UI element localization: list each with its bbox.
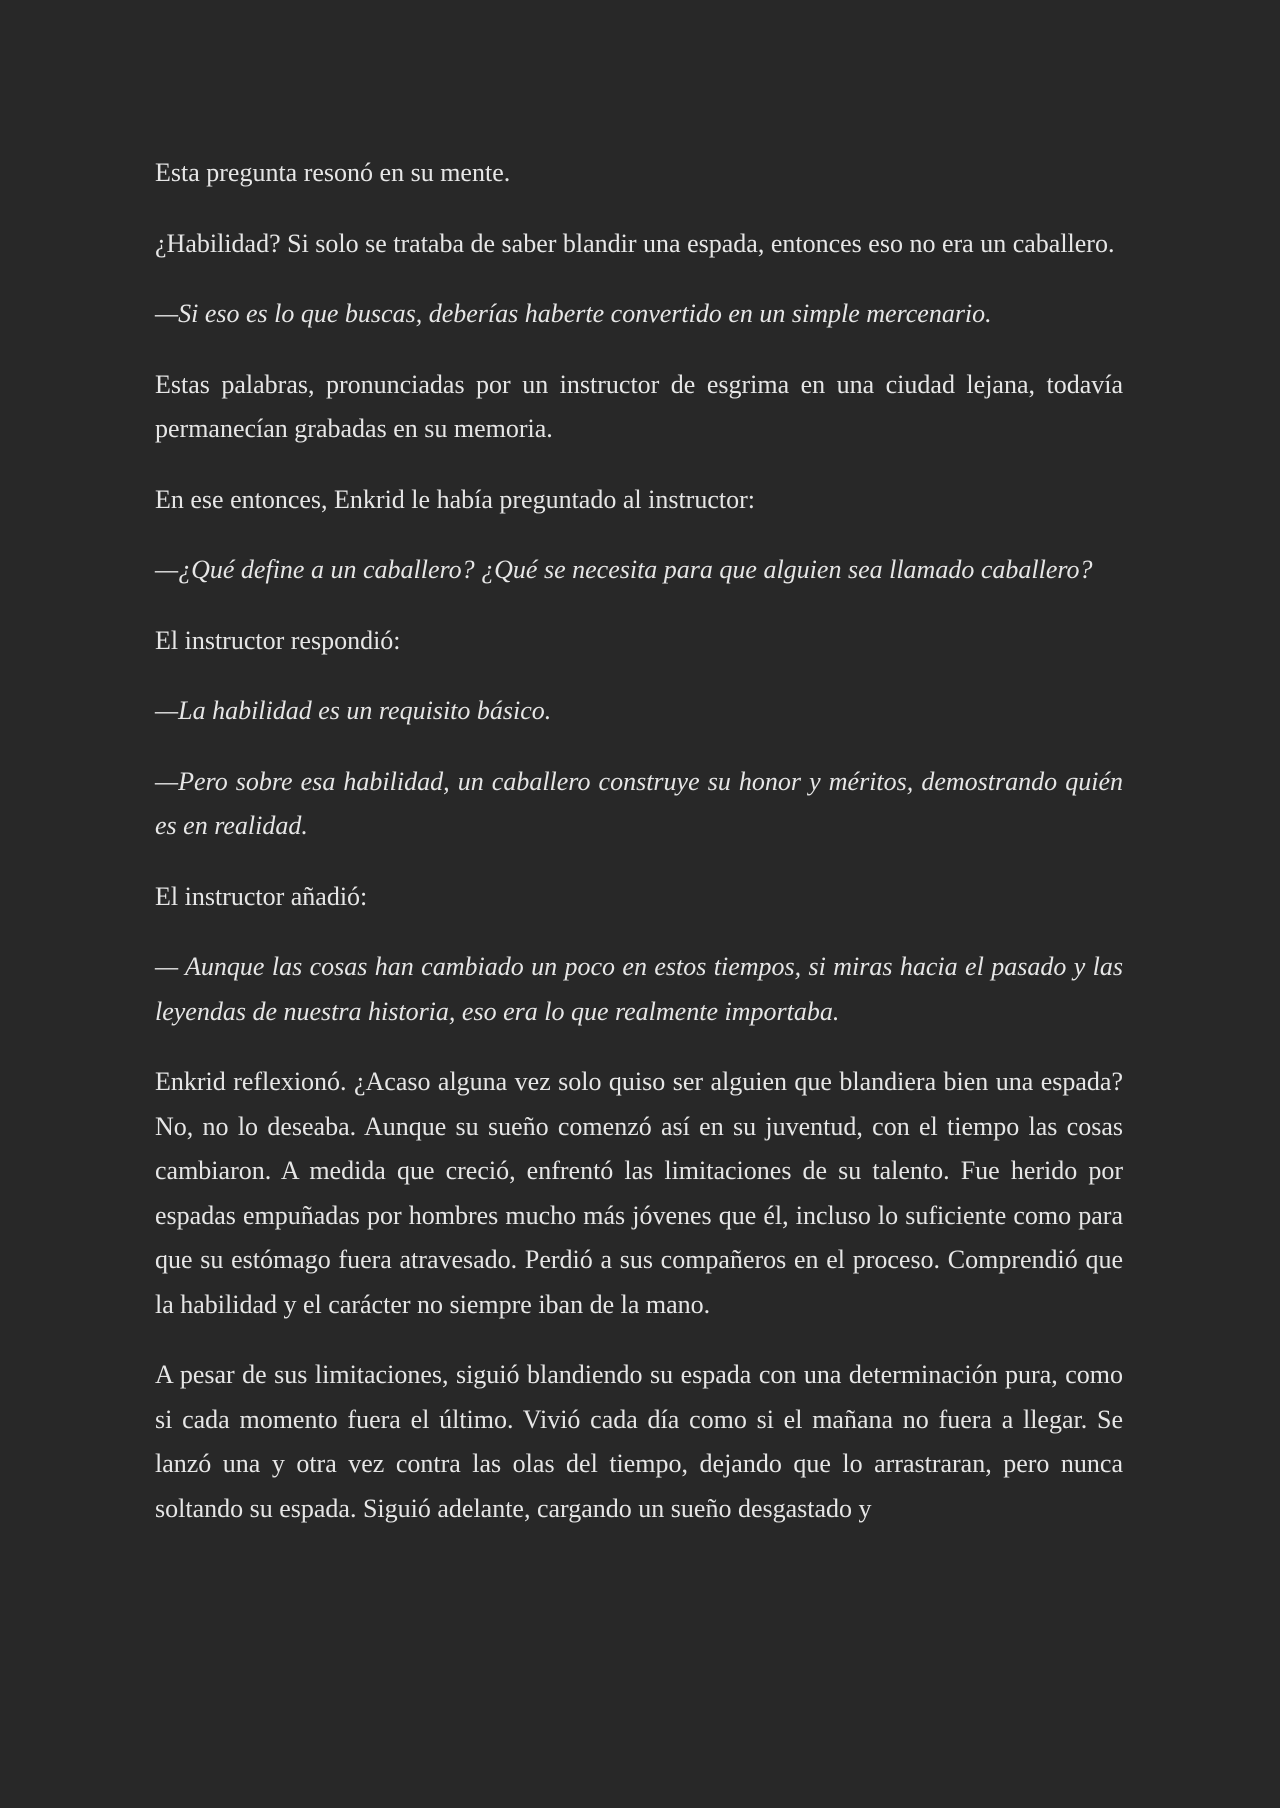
paragraph: ¿Habilidad? Si solo se trataba de saber blandir una espada, entonces eso no era un caballero. [155, 228, 1115, 258]
reading-page [155, 151, 1123, 1557]
paragraph: Estas palabras, pronunciadas por un instructor de esgrima en una ciudad lejana, todavía permanecían grabadas en su memoria. [155, 369, 1123, 443]
paragraph: Esta pregunta resonó en su mente. [155, 158, 511, 187]
paragraph: A pesar de sus limitaciones, siguió blandiendo su espada con una determinación pura, como si cada momento fuera el último. Vivió cada día como si el mañana no fuera a llegar. Se lanzó una y otra vez contra las olas del tiempo, dejando que lo arrastraran, pero nunca soltando su espada. Siguió adelante, cargando un sueño desgastado y [155, 1360, 1123, 1523]
dialogue-paragraph: —¿Qué define a un caballero? ¿Qué se necesita para que alguien sea llamado caballero? [155, 555, 1093, 584]
paragraph: El instructor respondió: [155, 625, 401, 655]
dialogue-paragraph: — Aunque las cosas han cambiado un poco en estos tiempos, si miras hacia el pasado y las leyendas de nuestra historia, eso era lo que realmente importaba. [155, 952, 1123, 1026]
dialogue-paragraph: —Pero sobre esa habilidad, un caballero construye su honor y méritos, demostrando quién es en realidad. [155, 766, 1123, 840]
dialogue-paragraph: —Si eso es lo que buscas, deberías haberte convertido en un simple mercenario. [155, 299, 992, 328]
paragraph: El instructor añadió: [155, 881, 368, 911]
paragraph: En ese entonces, Enkrid le había preguntado al instructor: [155, 484, 755, 514]
dialogue-paragraph: —La habilidad es un requisito básico. [155, 696, 552, 725]
paragraph: Enkrid reflexionó. ¿Acaso alguna vez solo quiso ser alguien que blandiera bien una espada? No, no lo deseaba. Aunque su sueño comenzó así en su juventud, con el tiempo las cosas cambiaron. A medida que creció, enfrentó las limitaciones de su talento. Fue herido por espadas empuñadas por hombres mucho más jóvenes que él, incluso lo suficiente como para que su estómago fuera atravesado. Perdió a sus compañeros en el proceso. Comprendió que la habilidad y el carácter no siempre iban de la mano. [155, 1067, 1123, 1319]
